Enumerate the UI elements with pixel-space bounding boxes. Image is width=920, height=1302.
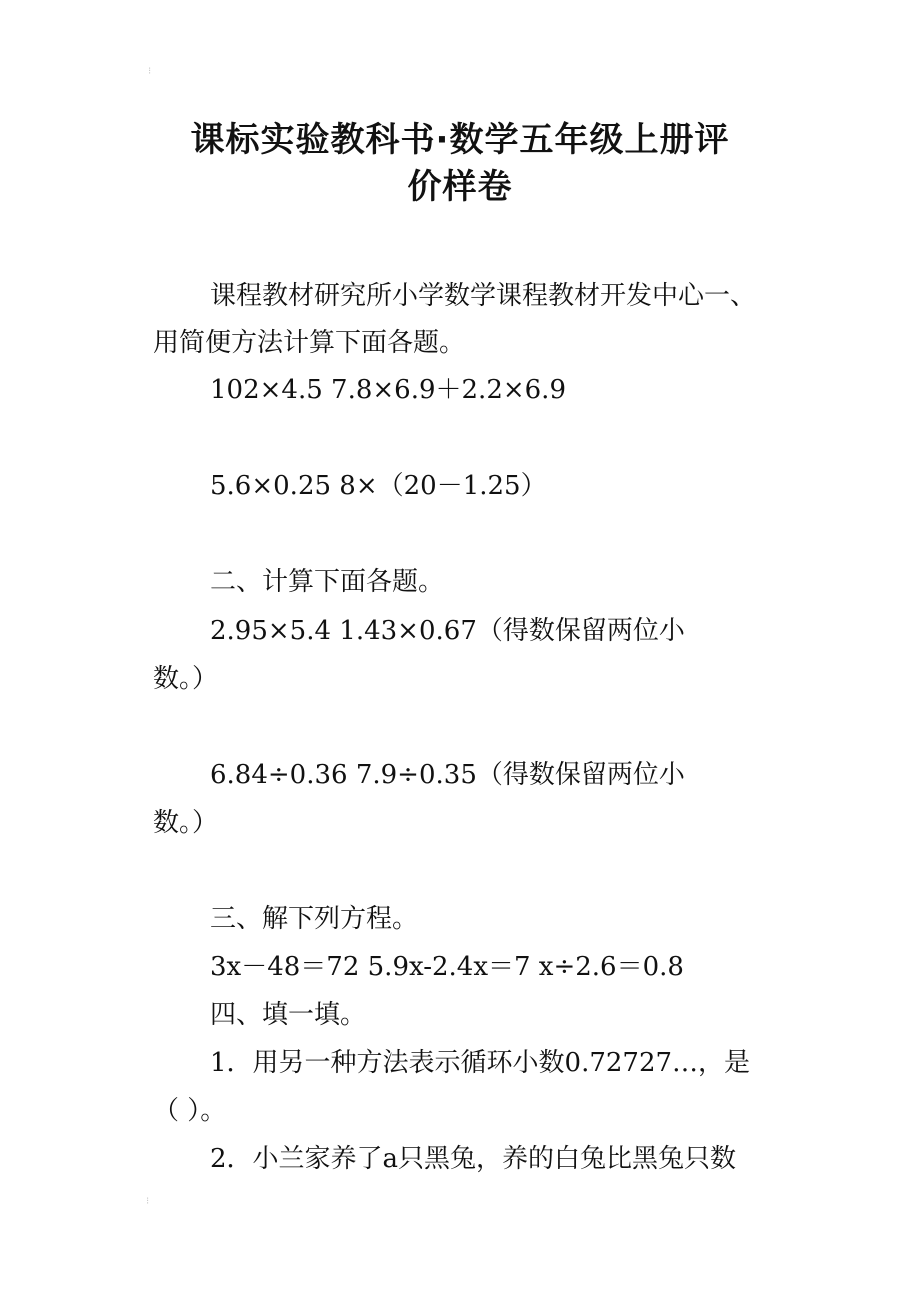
body-line-fill-1: 1．用另一种方法表示循环小数0.72727…，是 bbox=[210, 1048, 751, 1078]
body-line-author: 课程教材研究所小学数学课程教材开发中心一、 bbox=[210, 281, 757, 311]
body-line-section-4-heading: 四、填一填。 bbox=[210, 1000, 367, 1030]
body-line-problem-3-cont: 数。） bbox=[153, 664, 219, 694]
body-line-problem-1: 102×4.5 7.8×6.9＋2.2×6.9 bbox=[210, 375, 566, 405]
body-line-section-2-heading: 二、计算下面各题。 bbox=[210, 567, 445, 597]
body-line-fill-2: 2．小兰家养了a只黑兔，养的白兔比黑兔只数 bbox=[210, 1144, 737, 1174]
body-line-section-3-heading: 三、解下列方程。 bbox=[210, 904, 419, 934]
body-line-equations: 3x－48＝72 5.9x-2.4x＝7 x÷2.6＝0.8 bbox=[210, 952, 684, 982]
page-title-line-1: 课标实验教科书·数学五年级上册评 bbox=[190, 120, 730, 160]
body-line-problem-4: 6.84÷0.36 7.9÷0.35（得数保留两位小 bbox=[210, 760, 685, 790]
body-line-section-1-heading: 用简便方法计算下面各题。 bbox=[153, 328, 466, 358]
body-line-problem-3: 2.95×5.4 1.43×0.67（得数保留两位小 bbox=[210, 616, 685, 646]
body-line-problem-2: 5.6×0.25 8×（20－1.25） bbox=[210, 471, 547, 501]
body-line-problem-4-cont: 数。） bbox=[153, 808, 219, 838]
page-title-line-2: 价样卷 bbox=[407, 167, 513, 207]
body-line-fill-1-blank: （ ）。 bbox=[153, 1096, 227, 1126]
corner-mark-bottom: ⁝ bbox=[146, 1196, 150, 1207]
corner-mark-top: ⁝ bbox=[148, 66, 152, 77]
